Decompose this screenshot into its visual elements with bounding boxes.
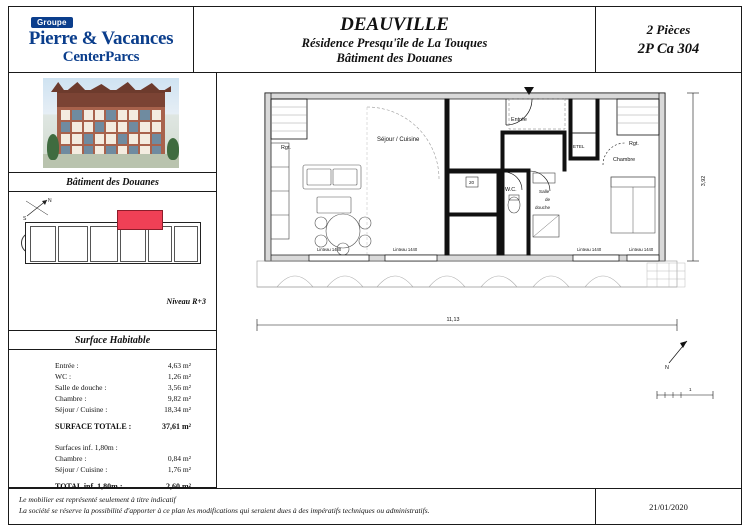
logo-center-parcs: CenterParcs xyxy=(62,48,140,65)
dimension-height xyxy=(687,93,707,261)
low-surface-row xyxy=(9,453,216,464)
surface-label: Entrée : xyxy=(55,361,79,370)
keyplan-unit xyxy=(30,226,56,262)
apartment-code: 2P Ca 304 xyxy=(637,40,700,57)
low-surface-row xyxy=(9,464,216,475)
plan-terrace xyxy=(257,261,685,287)
surface-box-title: Surface Habitable xyxy=(9,331,216,350)
label-rgt-left: Rgt. xyxy=(281,145,291,151)
surface-value: 1,26 m² xyxy=(167,372,191,381)
surface-label: Séjour / Cuisine : xyxy=(55,405,108,414)
photo-tree xyxy=(167,138,179,160)
building-name: Bâtiment des Douanes xyxy=(336,50,453,65)
keyplan-unit xyxy=(174,226,198,262)
logo-groupe-label: Groupe xyxy=(31,17,73,28)
footer-disclaimer xyxy=(9,489,596,524)
footer-line-1: Le mobilier est représenté seulement à titre indicatif xyxy=(19,495,176,504)
low-surface-value: 1,76 m² xyxy=(167,465,191,474)
low-surface-total-value: 2,60 m² xyxy=(165,482,191,491)
residence-photo xyxy=(43,78,179,168)
label-linteau-right1: Linteau 1440 xyxy=(577,247,602,252)
photo-tree xyxy=(47,134,59,160)
photo-windows xyxy=(61,110,161,156)
footer-line-2: La société se réserve la possibilité d'apporter à ce plan les modifications qui seraient dues à des impératifs techniques ou administratifs. xyxy=(19,506,430,515)
low-surface-heading xyxy=(9,442,216,453)
surface-value: 9,82 m² xyxy=(167,394,191,403)
surface-row xyxy=(9,393,216,404)
building-keyplan-title: Bâtiment des Douanes xyxy=(9,173,216,192)
plan-walls xyxy=(265,93,665,261)
label-chambre: Chambre xyxy=(613,157,636,163)
dimension-width xyxy=(257,317,677,331)
building-keyplan xyxy=(9,192,216,312)
apartment-type: 2 Pièces xyxy=(646,21,691,37)
label-sejour-cuisine: Séjour / Cuisine xyxy=(377,137,420,143)
svg-text:20: 20 xyxy=(469,180,475,185)
surface-box xyxy=(9,331,217,491)
surface-value: 3,56 m² xyxy=(167,383,191,392)
building-keyplan-box xyxy=(9,173,217,331)
low-surface-value: 0,84 m² xyxy=(167,454,191,463)
surface-row xyxy=(9,404,216,415)
low-surface-heading-label: Surfaces inf. 1,80m : xyxy=(55,443,118,452)
footer xyxy=(9,488,741,524)
low-surface-label: Chambre : xyxy=(55,454,87,463)
label-etel: ETEL xyxy=(573,144,585,149)
keyplan-unit xyxy=(120,226,146,262)
label-height-total: 3,92 xyxy=(701,175,707,187)
surface-label: Chambre : xyxy=(55,394,87,403)
svg-text:N: N xyxy=(48,198,52,204)
scale-label: 1 xyxy=(689,387,692,392)
compass-icon xyxy=(665,341,687,371)
surface-value: 18,34 m² xyxy=(164,405,191,414)
surface-total-value: 37,61 m² xyxy=(161,422,191,431)
low-surface-total-label: TOTAL inf. 1,80m : xyxy=(55,482,123,491)
label-width-total: 11,13 xyxy=(446,317,460,323)
label-rgt-right: Rgt. xyxy=(629,141,639,147)
floor-plan xyxy=(217,73,741,488)
surface-row xyxy=(9,371,216,382)
residence-photo-cell xyxy=(9,73,217,173)
brand-logo xyxy=(9,7,194,72)
surface-label: WC : xyxy=(55,372,72,381)
residence-name: Résidence Presqu'île de La Touques xyxy=(301,35,488,50)
photo-ground xyxy=(43,154,179,168)
keyplan-level-caption: Niveau R+3 xyxy=(166,297,206,306)
label-linteau-left: Linteau 1480 xyxy=(317,247,342,252)
surface-row xyxy=(9,360,216,371)
reference-block xyxy=(596,7,741,72)
low-surface-label: Séjour / Cuisine : xyxy=(55,465,108,474)
label-wc: W.C. xyxy=(505,187,517,193)
label-linteau-mid: Linteau 1440 xyxy=(393,247,418,252)
surface-total-label: SURFACE TOTALE : xyxy=(55,422,132,431)
keyplan-unit xyxy=(148,226,172,262)
surface-list xyxy=(9,350,216,506)
logo-pierre-vacances: Pierre & Vacances xyxy=(28,27,174,49)
label-entree: Entrée xyxy=(511,117,527,123)
photo-building xyxy=(57,90,165,156)
title-block xyxy=(194,7,596,72)
surface-row xyxy=(9,382,216,393)
page-title: DEAUVILLE xyxy=(340,13,449,35)
svg-text:S: S xyxy=(23,216,27,222)
label-de: de xyxy=(545,197,551,202)
label-salle: Salle xyxy=(539,189,550,194)
surface-total-row xyxy=(9,421,216,432)
footer-date: 21/01/2020 xyxy=(649,501,688,512)
surface-label: Salle de douche : xyxy=(55,383,107,392)
compass-icon xyxy=(23,196,57,222)
plan-sheet xyxy=(8,6,742,525)
scale-bar xyxy=(657,387,713,399)
keyplan-unit xyxy=(90,226,118,262)
keyplan-outline xyxy=(25,222,201,264)
keyplan-highlight-current-unit xyxy=(117,210,163,230)
compass-label: N xyxy=(665,365,669,371)
floor-plan-drawing xyxy=(217,73,741,488)
header xyxy=(9,7,741,73)
label-linteau-right2: Linteau 1440 xyxy=(629,247,654,252)
label-douche: douche xyxy=(535,205,551,210)
left-column xyxy=(9,73,217,524)
surface-value: 4,63 m² xyxy=(167,361,191,370)
keyplan-unit xyxy=(58,226,88,262)
